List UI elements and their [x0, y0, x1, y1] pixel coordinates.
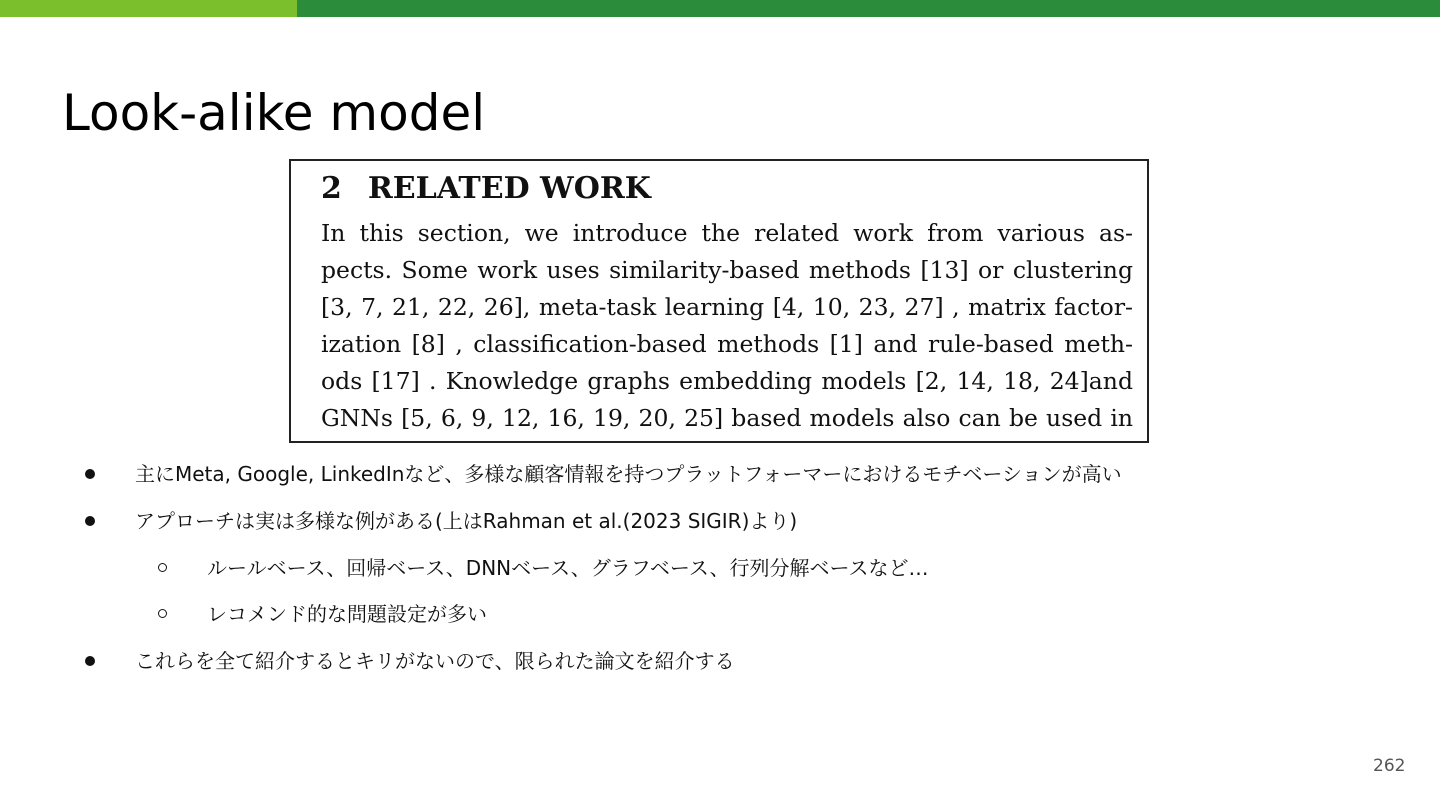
paper-excerpt-image: [289, 159, 1149, 443]
bullet-item: 主にMeta, Google, LinkedInなど、多様な顧客情報を持つプラットフォーマーにおけるモチベーションが高い: [135, 462, 1122, 486]
excerpt-line: GNNs [5, 6, 9, 12, 16, 19, 20, 25] based models also can be used in: [321, 404, 1133, 432]
bullet-item: アプローチは実は多様な例がある(上はRahman et al.(2023 SIGIR)より): [135, 509, 798, 533]
slide-title: Look-alike model: [62, 84, 486, 142]
excerpt-line: pects. Some work uses similarity-based methods [13] or clustering: [321, 256, 1133, 284]
bullet-dot-icon: [85, 656, 95, 666]
header-accent-light: [0, 0, 297, 17]
bullet-dot-icon: [85, 469, 95, 479]
sub-bullet-circle-icon: [158, 609, 167, 618]
excerpt-section-title: RELATED WORK: [367, 171, 651, 206]
excerpt-line: ization [8] , classification-based methods [1] and rule-based meth-: [321, 330, 1133, 358]
excerpt-line: [3, 7, 21, 22, 26], meta-task learning [4, 10, 23, 27] , matrix factor-: [321, 293, 1133, 321]
excerpt-line: In this section, we introduce the related work from various as-: [321, 219, 1133, 247]
excerpt-body: [321, 215, 1133, 437]
excerpt-line: ods [17] . Knowledge graphs embedding models [2, 14, 18, 24]and: [321, 367, 1133, 395]
header-accent-dark: [297, 0, 1440, 17]
header-accent-bar: [0, 0, 1440, 17]
bullet-dot-icon: [85, 516, 95, 526]
sub-bullet-item: ルールベース、回帰ベース、DNNベース、グラフベース、行列分解ベースなど…: [207, 556, 929, 580]
page-number: 262: [1373, 756, 1406, 776]
sub-bullet-item: レコメンド的な問題設定が多い: [207, 602, 487, 626]
excerpt-section-number: 2: [321, 171, 342, 206]
bullet-item: これらを全て紹介するとキリがないので、限られた論文を紹介する: [135, 649, 735, 673]
sub-bullet-circle-icon: [158, 563, 167, 572]
excerpt-heading: [321, 169, 1133, 209]
